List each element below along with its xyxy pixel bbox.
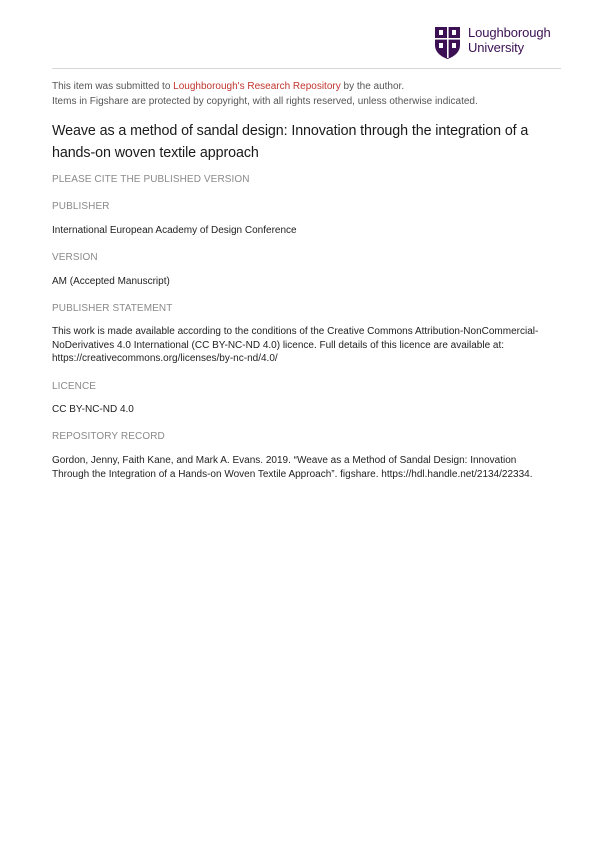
notice-line-2: Items in Figshare are protected by copyright, with all rights reserved, unless otherwise indicated.	[52, 96, 478, 107]
publisher-statement-label: PUBLISHER STATEMENT	[52, 303, 173, 314]
publisher-value: International European Academy of Design Conference	[52, 225, 297, 236]
repository-record-label: REPOSITORY RECORD	[52, 431, 165, 442]
university-crest-icon	[434, 26, 461, 60]
publisher-statement-line-1: This work is made available according to the conditions of the Creative Commons Attribution-NonCommercial-	[52, 326, 539, 337]
notice-text-before: This item was submitted to	[52, 81, 174, 92]
version-label: VERSION	[52, 252, 98, 263]
licence-label: LICENCE	[52, 381, 97, 392]
header-divider	[52, 68, 561, 69]
publisher-label: PUBLISHER	[52, 201, 110, 212]
repository-record-value	[52, 454, 562, 481]
notice-text-after: by the author.	[340, 81, 405, 92]
research-repository-link[interactable]: Loughborough's Research Repository	[173, 81, 341, 92]
university-logo[interactable]	[434, 24, 574, 64]
title-line-2: hands-on woven textile approach	[52, 145, 259, 161]
repository-record-line-1: Gordon, Jenny, Faith Kane, and Mark A. Evans. 2019. “Weave as a Method of Sandal Design: Innovation	[52, 455, 517, 466]
notice-line-1	[52, 79, 478, 94]
repository-record-line-2[interactable]: Through the Integration of a Hands-on Woven Textile Approach”. figshare. https://hdl.handle.net/2134/22334.	[52, 468, 533, 480]
logo-line-1: Loughborough	[468, 25, 551, 40]
repository-notice	[52, 79, 478, 109]
publisher-statement-value	[52, 325, 562, 366]
cite-label: PLEASE CITE THE PUBLISHED VERSION	[52, 174, 250, 185]
university-wordmark	[468, 25, 551, 55]
publisher-statement-line-2: NoDerivatives 4.0 International (CC BY-NC-ND 4.0) licence. Full details of this licence are available at:	[52, 339, 505, 351]
logo-line-2: University	[468, 40, 525, 55]
title-line-1: Weave as a method of sandal design: Innovation through the integration of a	[52, 123, 529, 139]
document-title	[52, 120, 572, 164]
licence-value: CC BY-NC-ND 4.0	[52, 404, 134, 415]
version-value: AM (Accepted Manuscript)	[52, 276, 170, 287]
licence-url[interactable]: https://creativecommons.org/licenses/by-nc-nd/4.0/	[52, 353, 278, 364]
